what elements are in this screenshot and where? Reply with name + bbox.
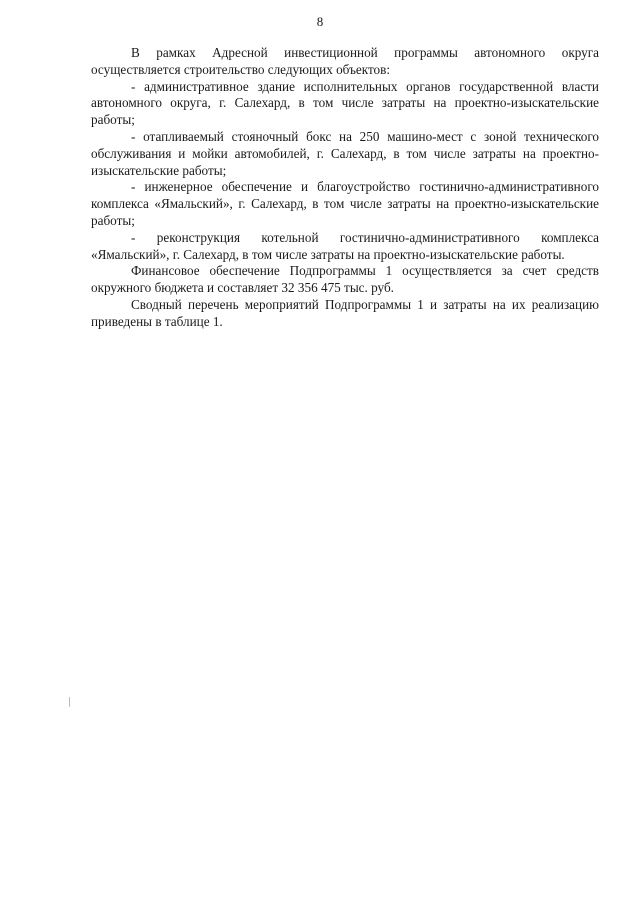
funding-paragraph: Финансовое обеспечение Подпрограммы 1 осуществляется за счет средств окружного бюджета и составляет 32 356 475 тыс. руб. <box>91 263 599 296</box>
list-item: - административное здание исполнительных органов государственной власти автономного округа, г. Салехард, в том числе затраты на проектно-изыскательские работы; <box>91 78 599 128</box>
list-item: - реконструкция котельной гостинично-административного комплекса «Ямальский», г. Салехард, в том числе затраты на проектно-изыскательские работы. <box>91 229 599 262</box>
body-text <box>91 45 599 331</box>
scan-artifact <box>69 697 70 707</box>
list-item: - инженерное обеспечение и благоустройство гостинично-административного комплекса «Ямальский», г. Салехард, в том числе затраты на проектно-изыскательские работы; <box>91 179 599 228</box>
list-item: - отапливаемый стояночный бокс на 250 машино-мест с зоной технического обслуживания и мойки автомобилей, г. Салехард, в том числе затраты на проектно-изыскательские работы; <box>91 128 599 178</box>
summary-paragraph: Сводный перечень мероприятий Подпрограммы 1 и затраты на их реализацию приведены в таблице 1. <box>91 296 599 329</box>
intro-paragraph: В рамках Адресной инвестиционной программы автономного округа осуществляется строительство следующих объектов: <box>91 45 599 77</box>
page-number: 8 <box>316 14 324 29</box>
